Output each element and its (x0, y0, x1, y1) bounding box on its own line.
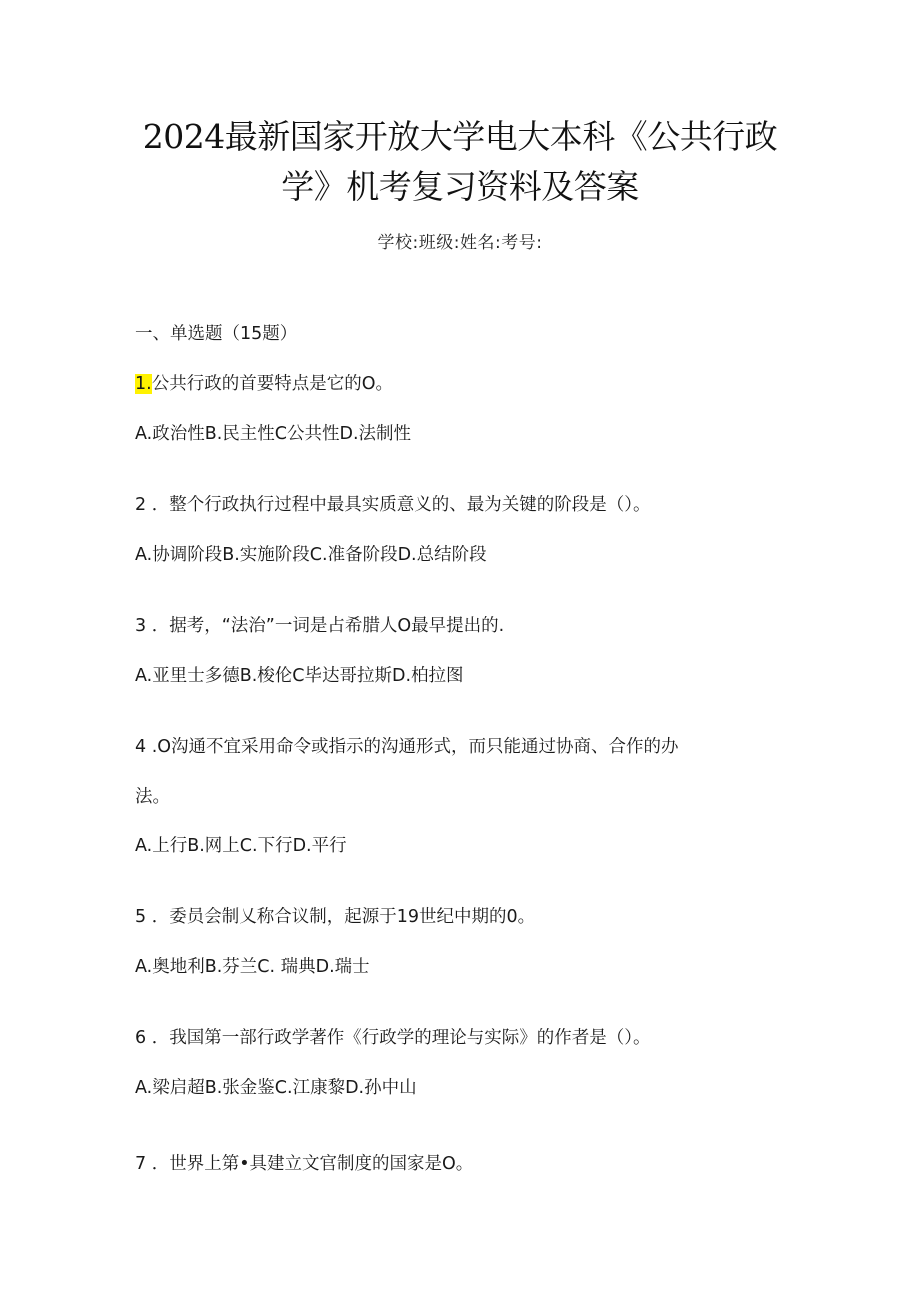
title-line-2: 学》机考复习资料及答案 (281, 167, 639, 206)
question-text: ．世界上第•具建立文官制度的国家是O。 (146, 1154, 474, 1174)
question-text: ．委员会制乂称合议制，起源于19世纪中期的0。 (146, 907, 536, 927)
question-4-continuation: 法。 (135, 787, 170, 807)
title-line-1: 2024最新国家开放大学电大本科《公共行政 (142, 117, 778, 156)
question-4 (135, 733, 679, 758)
question-6-options: A.梁启超B.张金鉴C.江康黎D.孙中山 (135, 1078, 417, 1098)
student-info-line: 学校:班级:姓名:考号: (377, 233, 543, 253)
question-number: 4 (135, 737, 147, 757)
question-number: 2 (135, 495, 147, 515)
question-4-options: A.上行B.网上C.下行D.平行 (135, 836, 347, 856)
section-heading: 一、单选题（15题） (135, 324, 298, 344)
question-1-options: A.政治性B.民主性C公共性D.法制性 (135, 424, 412, 444)
question-text: ．据考，“法治”一词是占希腊人O最早提出的. (146, 616, 505, 636)
question-6 (135, 1024, 650, 1049)
question-number: 5 (135, 907, 147, 927)
question-number: 7 (135, 1154, 147, 1174)
question-2-options: A.协调阶段B.实施阶段C.准备阶段D.总结阶段 (135, 545, 487, 565)
question-text: ．我国第一部行政学著作《行政学的理论与实际》的作者是（）。 (146, 1028, 651, 1048)
document-title (60, 112, 860, 212)
question-1 (135, 370, 393, 395)
question-text: ．整个行政执行过程中最具实质意义的、最为关键的阶段是（）。 (146, 495, 651, 515)
question-3 (135, 612, 504, 637)
question-5-options: A.奥地利B.芬兰C. 瑞典D.瑞士 (135, 957, 370, 977)
question-5 (135, 903, 535, 928)
question-3-options: A.亚里士多德B.梭伦C毕达哥拉斯D.柏拉图 (135, 666, 464, 686)
question-text: 公共行政的首要特点是它的O。 (151, 374, 393, 394)
question-number: 6 (135, 1028, 147, 1048)
question-number: 1. (135, 374, 152, 394)
question-text: .O沟通不宜采用命令或指示的沟通形式，而只能通过协商、合作的办 (146, 737, 679, 757)
question-number: 3 (135, 616, 147, 636)
question-7 (135, 1150, 473, 1175)
question-2 (135, 491, 650, 516)
